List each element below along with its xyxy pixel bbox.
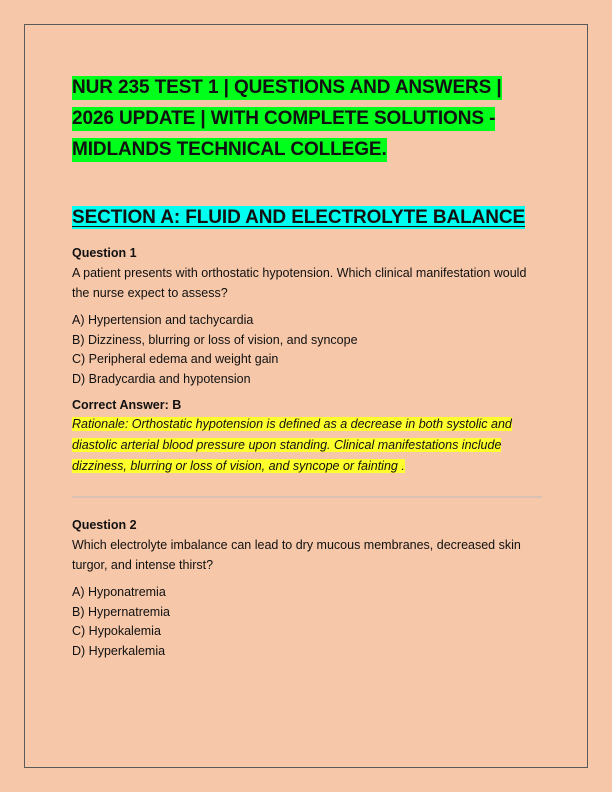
answer-option: D) Hyperkalemia [72,643,166,658]
answer-option: B) Dizziness, blurring or loss of vision, and syncope [72,332,358,347]
rationale [72,414,542,477]
section-title-text: SECTION A: FLUID AND ELECTROLYTE BALANCE [72,207,526,228]
title-line-1: NUR 235 TEST 1 | QUESTIONS AND ANSWERS | [72,77,502,98]
title-line-3: MIDLANDS TECHNICAL COLLEGE. [72,139,387,160]
correct-answer: Correct Answer: B [72,398,182,412]
title-line-2: 2026 UPDATE | WITH COMPLETE SOLUTIONS - [72,108,496,129]
question-label: Question 2 [72,518,137,532]
answer-options [72,311,542,389]
answer-option: C) Peripheral edema and weight gain [72,352,279,366]
question-block [72,245,542,477]
question-divider [72,496,542,498]
document-content [72,72,542,661]
rationale-text: Rationale: Orthostatic hypotension is defined as a decrease in both systolic and diastolic arterial blood pressure upon standing. Clinical manifestations include dizziness, blurring or loss of vision, and syncope or fainting . [72,417,512,473]
question-label: Question 1 [72,246,137,260]
question-text: A patient presents with orthostatic hypotension. Which clinical manifestation would the nurse expect to assess? [72,266,527,300]
document-title [72,72,542,165]
answer-option: B) Hypernatremia [72,604,170,619]
question-block [72,517,542,661]
section-heading [72,206,542,230]
question-text: Which electrolyte imbalance can lead to dry mucous membranes, decreased skin turgor, and intense thirst? [72,538,521,572]
answer-option: A) Hyponatremia [72,585,166,599]
answer-options [72,583,542,661]
answer-option: A) Hypertension and tachycardia [72,313,254,327]
answer-option: D) Bradycardia and hypotension [72,371,251,386]
answer-option: C) Hypokalemia [72,624,161,638]
